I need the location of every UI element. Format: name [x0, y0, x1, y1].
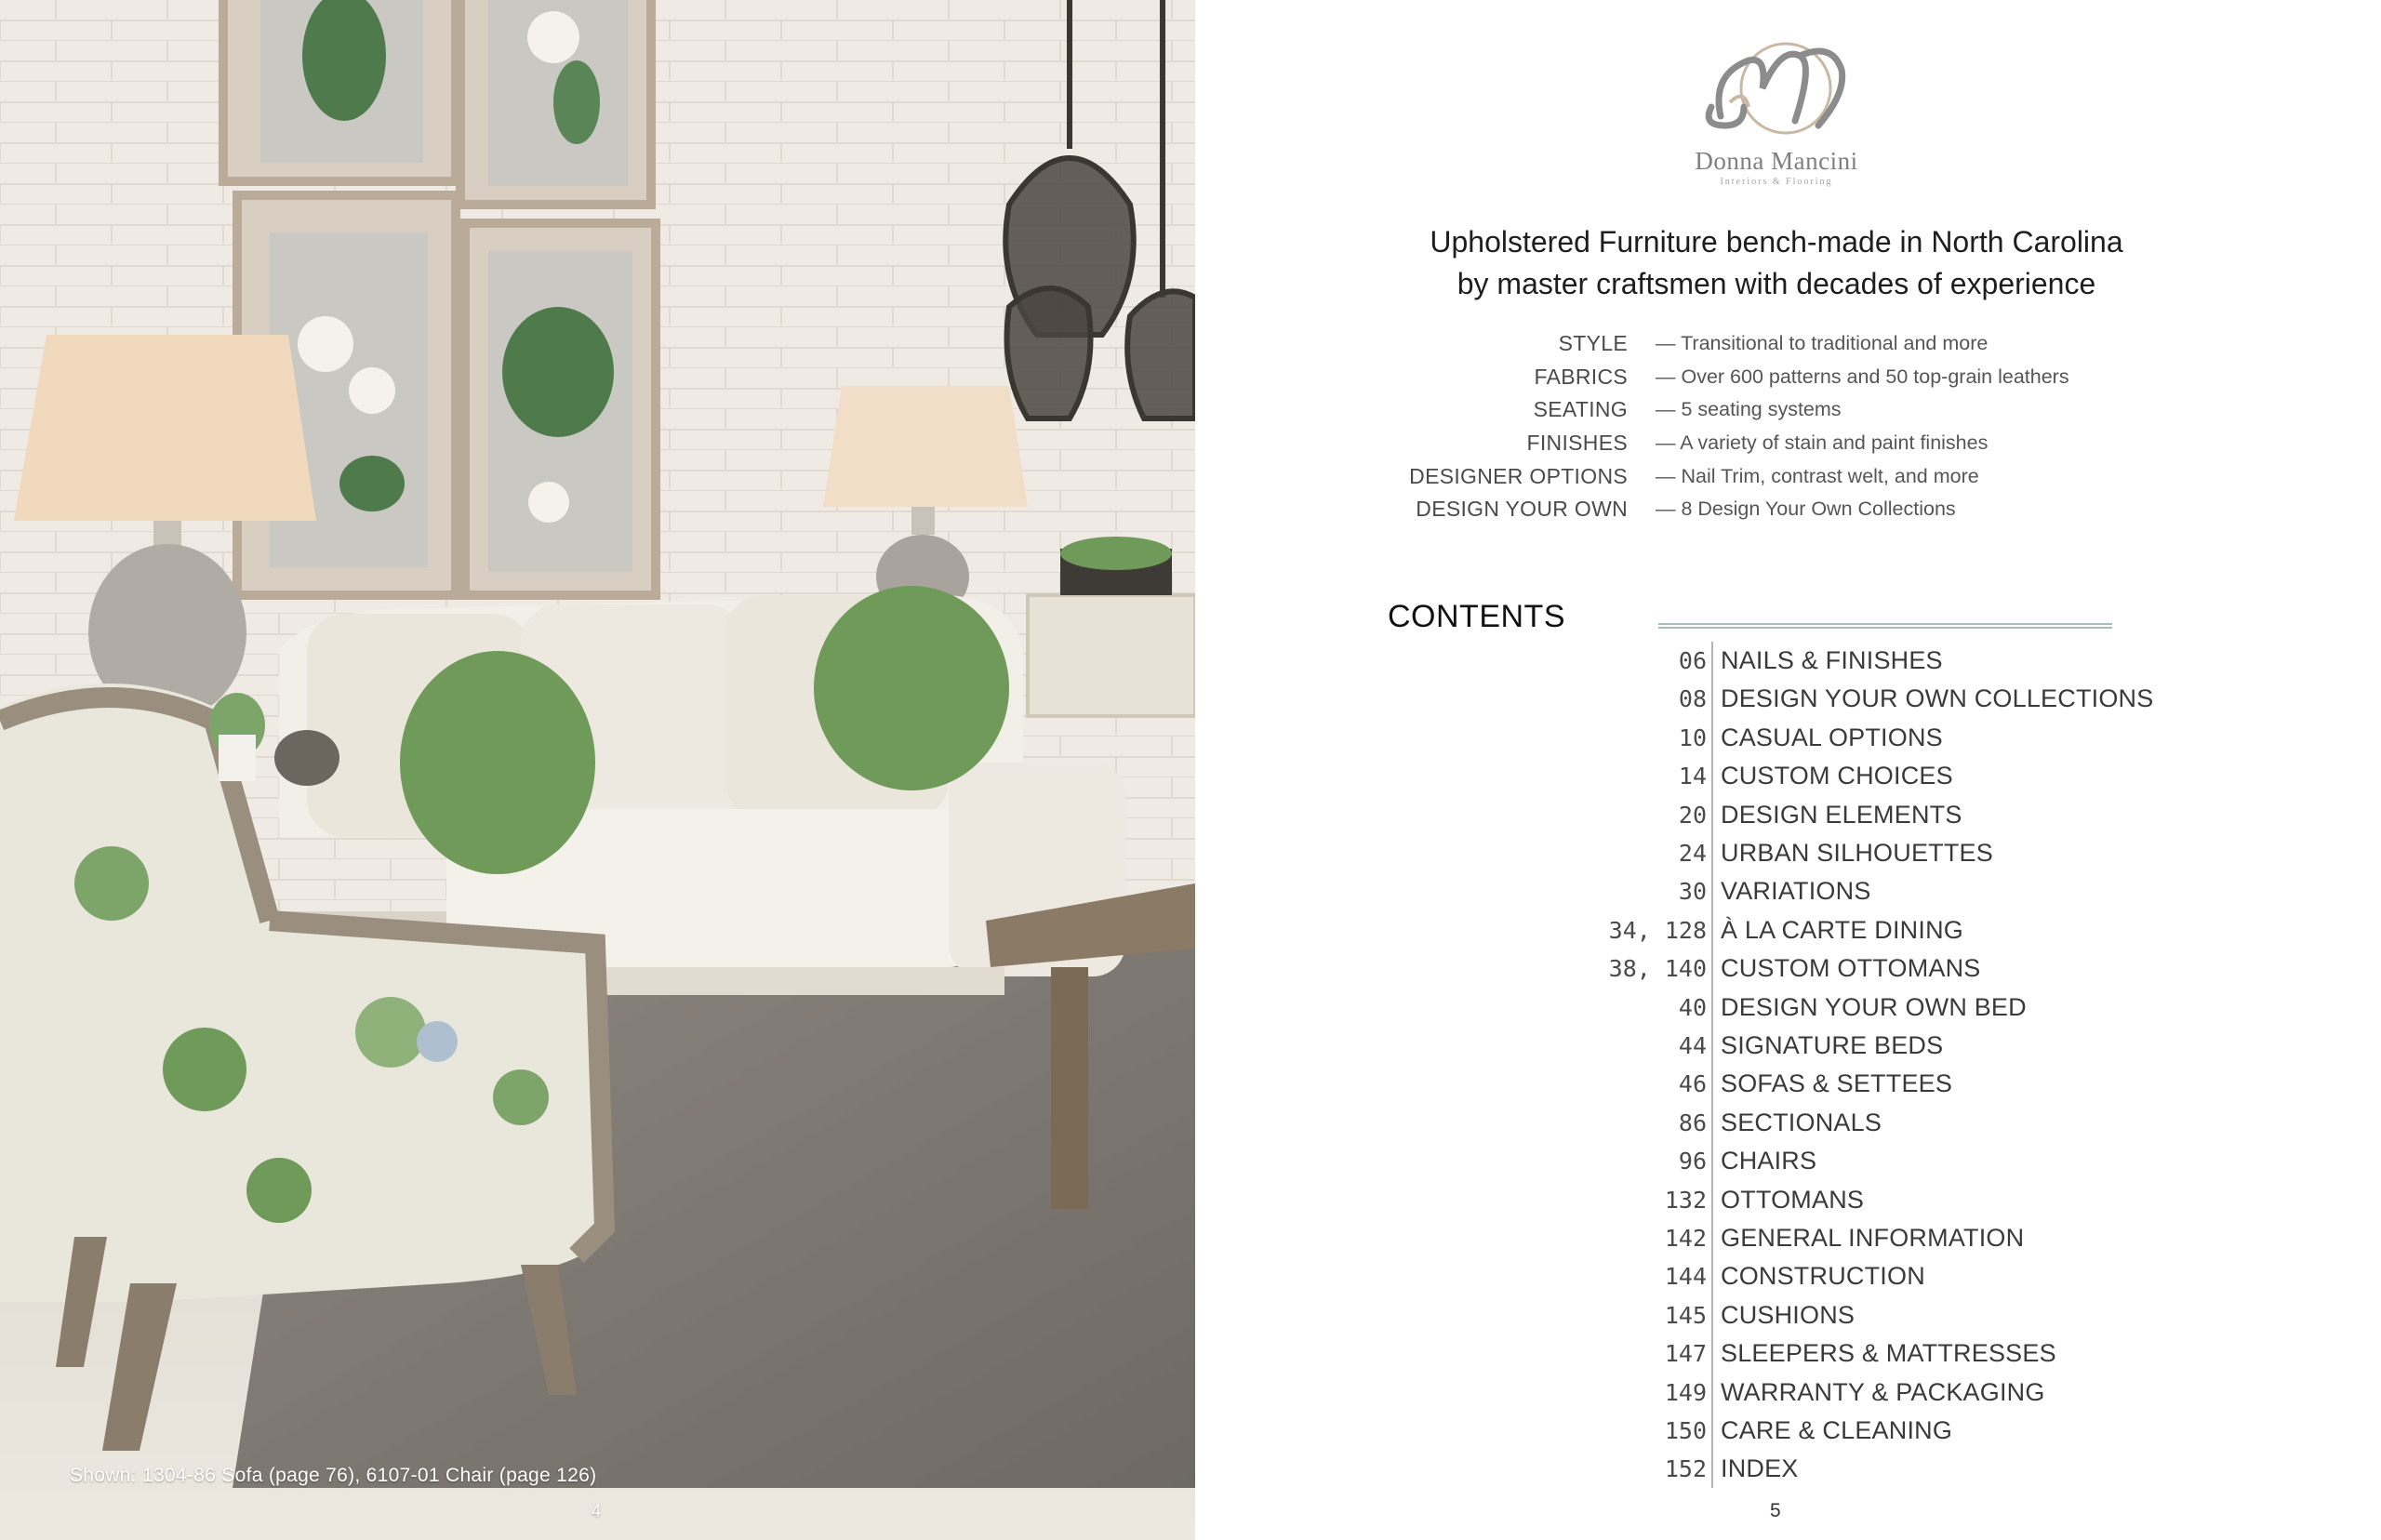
toc-page-number: 145 [1664, 1301, 1707, 1329]
botanical-print-top-left [223, 0, 456, 181]
toc-row [1195, 834, 2381, 872]
toc-entry-title: DESIGN YOUR OWN BED [1721, 992, 2027, 1021]
tagline-line-1: Upholstered Furniture bench-made in North Carolina [1430, 225, 2123, 259]
toc-entry-title: CARE & CLEANING [1721, 1416, 1953, 1444]
toc-page-number: 20 [1678, 801, 1707, 829]
toc-page-number: 38, 140 [1608, 955, 1707, 983]
toc-row [1195, 796, 2381, 834]
toc-page-number: 147 [1664, 1340, 1707, 1368]
toc-entry-title: GENERAL INFORMATION [1721, 1224, 2025, 1252]
toc-row [1195, 1142, 2381, 1180]
pillow-right [814, 586, 1009, 790]
toc-entry-title: WARRANTY & PACKAGING [1721, 1377, 2045, 1406]
feature-value: — 5 seating systems [1656, 398, 1842, 421]
toc-page-number: 40 [1678, 993, 1707, 1021]
toc-row [1195, 1296, 2381, 1334]
brand-name: Donna Mancini [1695, 147, 1858, 175]
feature-value: — Over 600 patterns and 50 top-grain leathers [1656, 365, 2069, 388]
feature-row [1381, 459, 2218, 493]
toc-entry-title: VARIATIONS [1721, 877, 1871, 906]
toc-page-number: 46 [1678, 1070, 1707, 1098]
pillow-left [400, 651, 595, 874]
toc-entry-title: SOFAS & SETTEES [1721, 1069, 1953, 1098]
page-number-right: 5 [1770, 1500, 1781, 1521]
tagline [1395, 221, 2158, 305]
toc-page-number: 14 [1678, 763, 1707, 790]
side-table-right [1028, 595, 1195, 716]
toc-row [1195, 1374, 2381, 1412]
toc-entry-title: CASUAL OPTIONS [1721, 723, 1943, 751]
toc-page-number: 06 [1678, 647, 1707, 674]
toc-entry-title: SECTIONALS [1721, 1108, 1882, 1136]
toc-entry-title: DESIGN YOUR OWN COLLECTIONS [1721, 684, 2154, 713]
toc-page-number: 86 [1678, 1109, 1707, 1136]
toc-page-number: 149 [1664, 1378, 1707, 1406]
feature-row [1381, 361, 2218, 394]
toc-row [1195, 1065, 2381, 1103]
toc-page-number: 144 [1664, 1263, 1707, 1291]
feature-key: STYLE [1558, 331, 1628, 356]
toc-row [1195, 1257, 2381, 1295]
feature-key: FINISHES [1526, 431, 1628, 456]
feature-list [1381, 327, 2218, 526]
toc-entry-title: CUSTOM OTTOMANS [1721, 954, 1981, 983]
toc-entry-title: CUSHIONS [1721, 1300, 1856, 1329]
toc-page-number: 10 [1678, 724, 1707, 751]
photo-caption: Shown: 1304-86 Sofa (page 76), 6107-01 Chair (page 126) [70, 1465, 597, 1486]
toc-row [1195, 872, 2381, 910]
toc-entry-title: INDEX [1721, 1454, 1799, 1483]
contents-rule [1658, 623, 2112, 629]
feature-value: — A variety of stain and paint finishes [1656, 431, 1989, 455]
toc-entry-title: SIGNATURE BEDS [1721, 1031, 1944, 1059]
toc-entry-title: NAILS & FINISHES [1721, 646, 1943, 674]
toc-row [1195, 989, 2381, 1027]
toc-entry-title: SLEEPERS & MATTRESSES [1721, 1339, 2056, 1368]
toc-row [1195, 719, 2381, 757]
toc-row [1195, 949, 2381, 988]
toc-entry-title: CUSTOM CHOICES [1721, 762, 1953, 790]
toc-row [1195, 1027, 2381, 1065]
toc-entry-title: CONSTRUCTION [1721, 1262, 1925, 1291]
toc-row [1195, 1412, 2381, 1450]
toc-page-number: 24 [1678, 840, 1707, 867]
toc-page-number: 34, 128 [1608, 916, 1707, 944]
feature-key: SEATING [1533, 397, 1628, 422]
feature-value: — 8 Design Your Own Collections [1656, 498, 1956, 521]
toc-row [1195, 1219, 2381, 1257]
toc-page-number: 132 [1664, 1186, 1707, 1214]
toc-row [1195, 1450, 2381, 1488]
toc-page-number: 142 [1664, 1225, 1707, 1252]
toc-entry-title: DESIGN ELEMENTS [1721, 800, 1962, 829]
feature-key: DESIGNER OPTIONS [1409, 463, 1628, 488]
toc-entry-title: À LA CARTE DINING [1721, 915, 1963, 944]
feature-row [1381, 393, 2218, 427]
contents-page [1195, 0, 2381, 1540]
toc-row [1195, 642, 2381, 680]
brand-logo [1665, 37, 1888, 200]
feature-value: — Transitional to traditional and more [1656, 332, 1989, 355]
toc-row [1195, 1334, 2381, 1373]
feature-value: — Nail Trim, contrast welt, and more [1656, 464, 1979, 487]
page-number-left: 4 [592, 1502, 602, 1520]
botanical-print-bottom-right [465, 223, 656, 595]
toc-row [1195, 1181, 2381, 1219]
feature-key: DESIGN YOUR OWN [1416, 497, 1628, 522]
toc-page-number: 96 [1678, 1148, 1707, 1175]
toc-row [1195, 1104, 2381, 1142]
botanical-print-top-right [460, 0, 651, 205]
toc-page-number: 08 [1678, 685, 1707, 713]
toc-row [1195, 680, 2381, 718]
toc-entry-title: CHAIRS [1721, 1147, 1817, 1175]
toc-row [1195, 911, 2381, 949]
toc-entry-title: URBAN SILHOUETTES [1721, 839, 1993, 867]
toc-page-number: 44 [1678, 1032, 1707, 1059]
toc-page-number: 150 [1664, 1417, 1707, 1444]
feature-key: FABRICS [1534, 364, 1628, 389]
toc-page-number: 152 [1664, 1455, 1707, 1483]
monogram-icon [1693, 37, 1860, 144]
feature-row [1381, 427, 2218, 460]
toc-page-number: 30 [1678, 878, 1707, 906]
toc-entry-title: OTTOMANS [1721, 1185, 1865, 1214]
feature-row [1381, 327, 2218, 361]
tagline-line-2: by master craftsmen with decades of experience [1457, 267, 2096, 300]
brand-subtitle: Interiors & Flooring [1720, 177, 1833, 187]
toc-row [1195, 757, 2381, 795]
contents-heading: CONTENTS [1388, 599, 1565, 634]
feature-row [1381, 493, 2218, 526]
